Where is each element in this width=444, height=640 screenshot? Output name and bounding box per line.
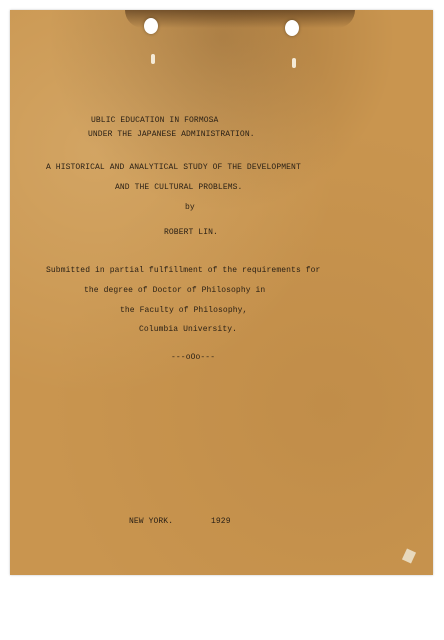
title-line-1: UBLIC EDUCATION IN FORMOSA [91,116,219,125]
document-page [10,10,433,575]
by-label: by [185,203,195,212]
place: NEW YORK. [129,517,174,526]
edge-tear [402,548,416,563]
submission-line-1: Submitted in partial fulfillment of the requirements for [46,266,321,275]
tear-mark-right [292,58,296,68]
tear-mark-left [151,54,155,64]
subtitle-line-1: A HISTORICAL AND ANALYTICAL STUDY OF THE DEVELOPMENT [46,163,301,172]
year: 1929 [211,517,231,526]
author-name: ROBERT LIN. [164,228,218,237]
submission-line-3: the Faculty of Philosophy, [120,306,248,315]
subtitle-line-2: AND THE CULTURAL PROBLEMS. [115,183,243,192]
submission-line-4: Columbia University. [139,325,238,334]
punch-hole-right [285,20,299,36]
submission-line-2: the degree of Doctor of Philosophy in [84,286,266,295]
title-line-2: UNDER THE JAPANESE ADMINISTRATION. [88,130,255,139]
top-stain [125,10,355,28]
separator: ---oOo--- [171,353,216,362]
punch-hole-left [144,18,158,34]
